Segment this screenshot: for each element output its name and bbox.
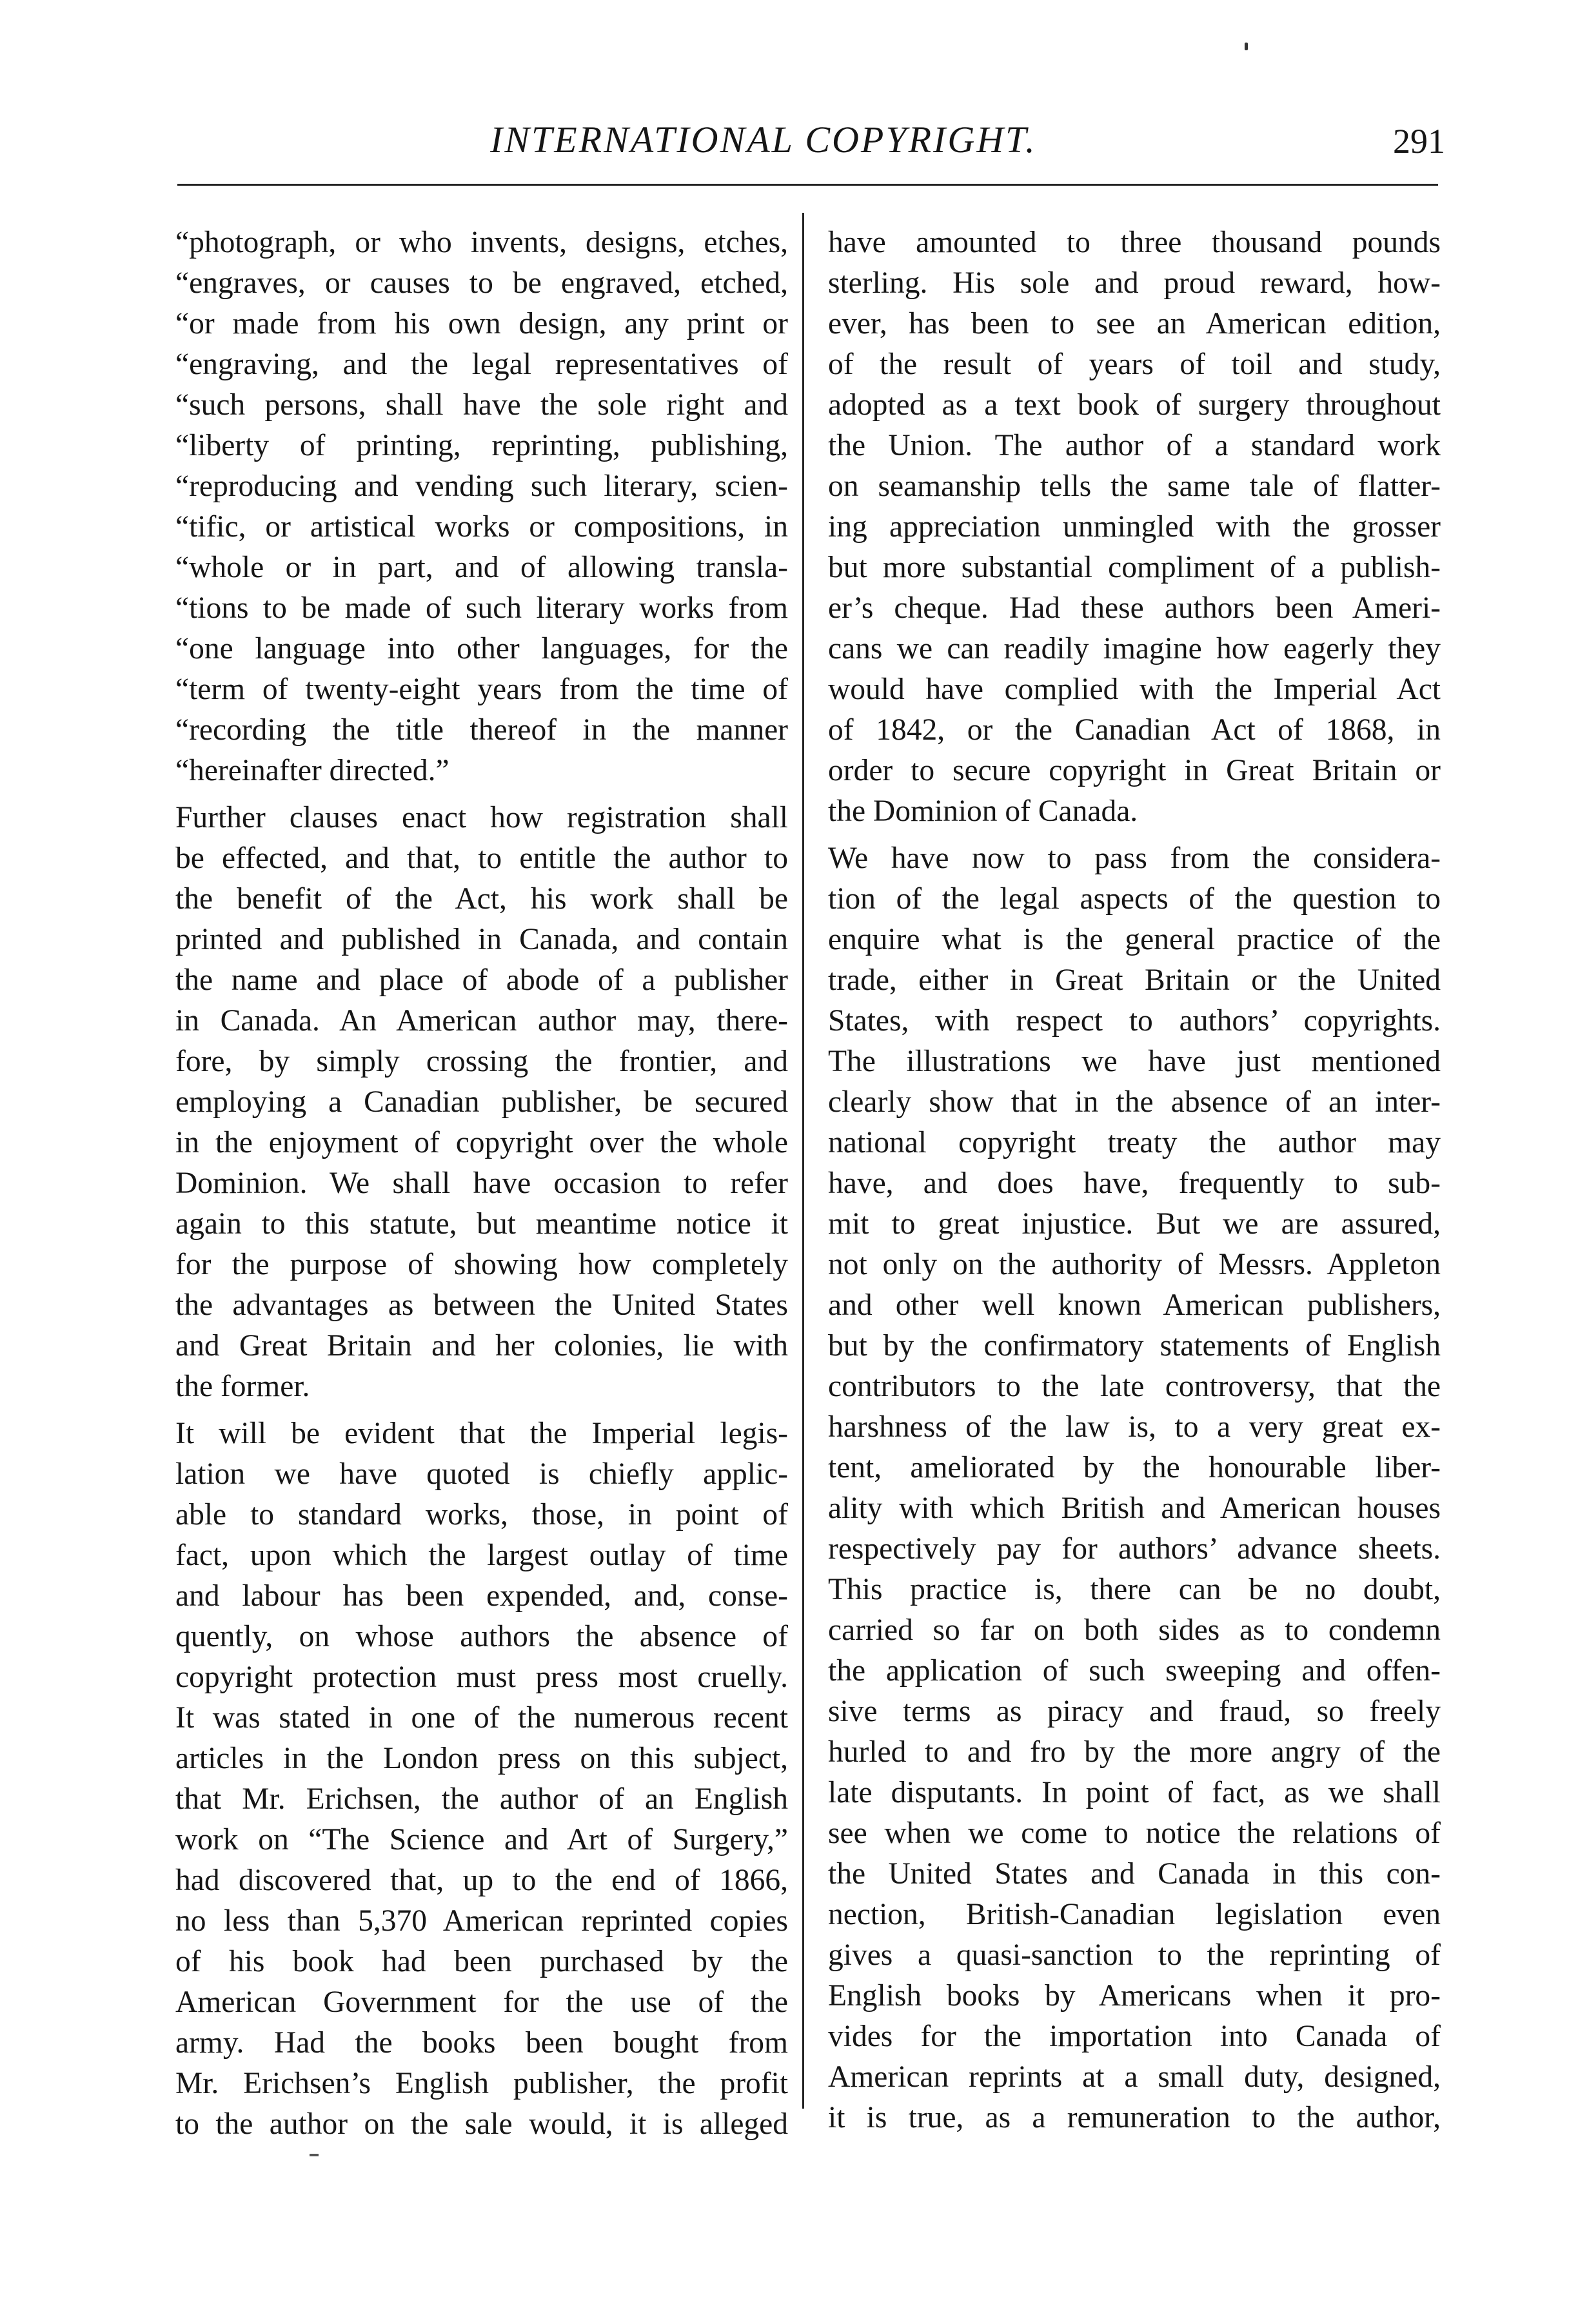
text-line: “engraving, and the legal representatives of <box>175 348 788 381</box>
column-divider <box>802 213 804 2109</box>
paragraph <box>828 838 1441 2138</box>
text-line: respectively pay for authors’ advance sheets. <box>828 1532 1441 1566</box>
text-line: “tific, or artistical works or compositions, in <box>175 510 788 544</box>
left-column <box>175 222 788 2151</box>
text-line: of his book had been purchased by the <box>175 1945 788 1978</box>
text-line: “tions to be made of such literary works from <box>175 591 788 625</box>
paragraph <box>175 798 788 1407</box>
right-column <box>828 222 1441 2145</box>
text-line: in Canada. An American author may, there- <box>175 1004 788 1038</box>
text-line: clearly show that in the absence of an inter- <box>828 1085 1441 1119</box>
text-line: order to secure copyright in Great Britain or <box>828 754 1441 787</box>
text-line: contributors to the late controversy, that the <box>828 1370 1441 1403</box>
text-line: that Mr. Erichsen, the author of an English <box>175 1782 788 1816</box>
text-line: the United States and Canada in this con- <box>828 1857 1441 1891</box>
text-line: adopted as a text book of surgery throughout <box>828 388 1441 422</box>
text-line: er’s cheque. Had these authors been Ameri- <box>828 591 1441 625</box>
text-line: see when we come to notice the relations of <box>828 1817 1441 1850</box>
text-line: had discovered that, up to the end of 1866, <box>175 1864 788 1897</box>
text-line: late disputants. In point of fact, as we shall <box>828 1776 1441 1809</box>
text-line: “such persons, shall have the sole right and <box>175 388 788 422</box>
text-line: “one language into other languages, for the <box>175 632 788 665</box>
text-line: copyright protection must press most cruelly. <box>175 1660 788 1694</box>
text-line: American reprints at a small duty, designed, <box>828 2060 1441 2094</box>
text-line: have amounted to three thousand pounds <box>828 226 1441 259</box>
text-line: on seamanship tells the same tale of flatter- <box>828 469 1441 503</box>
text-line: States, with respect to authors’ copyrights. <box>828 1004 1441 1038</box>
text-line: carried so far on both sides as to condemn <box>828 1613 1441 1647</box>
print-speck <box>310 2154 319 2156</box>
text-line: American Government for the use of the <box>175 1985 788 2019</box>
text-line: employing a Canadian publisher, be secured <box>175 1085 788 1119</box>
text-line: sterling. His sole and proud reward, how- <box>828 266 1441 300</box>
text-line: “recording the title thereof in the manner <box>175 713 788 747</box>
text-line: articles in the London press on this subject, <box>175 1742 788 1775</box>
paragraph <box>175 222 788 791</box>
text-line: have, and does have, frequently to sub- <box>828 1167 1441 1200</box>
text-line: the Union. The author of a standard work <box>828 429 1441 462</box>
text-line: hurled to and fro by the more angry of the <box>828 1735 1441 1769</box>
text-line: ality with which British and American houses <box>828 1492 1441 1525</box>
text-line: the application of such sweeping and offen- <box>828 1654 1441 1688</box>
text-line: the advantages as between the United States <box>175 1288 788 1322</box>
text-line: “whole or in part, and of allowing transla- <box>175 551 788 584</box>
text-line: quently, on whose authors the absence of <box>175 1620 788 1653</box>
text-line: It was stated in one of the numerous recent <box>175 1701 788 1735</box>
text-line: mit to great injustice. But we are assured, <box>828 1207 1441 1241</box>
text-line: sive terms as piracy and fraud, so freely <box>828 1695 1441 1728</box>
text-line: it is true, as a remuneration to the author, <box>828 2101 1441 2134</box>
text-line: and Great Britain and her colonies, lie with <box>175 1329 788 1363</box>
paragraph <box>175 1413 788 2145</box>
text-line: printed and published in Canada, and contain <box>175 923 788 956</box>
text-line: gives a quasi-sanction to the reprinting of <box>828 1938 1441 1972</box>
text-line: not only on the authority of Messrs. Appleton <box>828 1248 1441 1281</box>
text-line: trade, either in Great Britain or the United <box>828 963 1441 997</box>
text-line: the benefit of the Act, his work shall be <box>175 882 788 916</box>
text-line: would have complied with the Imperial Act <box>828 673 1441 706</box>
text-line: fore, by simply crossing the frontier, and <box>175 1045 788 1078</box>
text-line: It will be evident that the Imperial legis- <box>175 1417 788 1450</box>
print-speck <box>1245 43 1248 50</box>
text-line: ing appreciation unmingled with the grosser <box>828 510 1441 544</box>
text-line: the name and place of abode of a publisher <box>175 963 788 997</box>
text-line: of 1842, or the Canadian Act of 1868, in <box>828 713 1441 747</box>
text-line: of the result of years of toil and study, <box>828 348 1441 381</box>
text-line: This practice is, there can be no doubt, <box>828 1573 1441 1606</box>
text-line: “engraves, or causes to be engraved, etched, <box>175 266 788 300</box>
text-line: the Dominion of Canada. <box>828 794 1138 828</box>
text-line: tent, ameliorated by the honourable liber- <box>828 1451 1441 1484</box>
text-line: cans we can readily imagine how eagerly they <box>828 632 1441 665</box>
text-line: vides for the importation into Canada of <box>828 2020 1441 2053</box>
text-line: English books by Americans when it pro- <box>828 1979 1441 2013</box>
text-line: We have now to pass from the considera- <box>828 842 1441 875</box>
text-line: The illustrations we have just mentioned <box>828 1045 1441 1078</box>
text-line: but more substantial compliment of a publish- <box>828 551 1441 584</box>
text-line: in the enjoyment of copyright over the whole <box>175 1126 788 1159</box>
text-line: lation we have quoted is chiefly applic- <box>175 1457 788 1491</box>
text-line: be effected, and that, to entitle the author to <box>175 842 788 875</box>
text-line: again to this statute, but meantime notice it <box>175 1207 788 1241</box>
text-line: fact, upon which the largest outlay of time <box>175 1539 788 1572</box>
text-line: army. Had the books been bought from <box>175 2026 788 2060</box>
text-line: but by the confirmatory statements of English <box>828 1329 1441 1363</box>
text-line: able to standard works, those, in point of <box>175 1498 788 1531</box>
text-line: and other well known American publishers, <box>828 1288 1441 1322</box>
text-line: Dominion. We shall have occasion to refer <box>175 1167 788 1200</box>
text-line: to the author on the sale would, it is alleged <box>175 2107 788 2141</box>
text-line: and labour has been expended, and, conse- <box>175 1579 788 1613</box>
text-line: enquire what is the general practice of the <box>828 923 1441 956</box>
text-line: the former. <box>175 1370 310 1403</box>
text-line: “term of twenty-eight years from the time of <box>175 673 788 706</box>
text-line: “reproducing and vending such literary, scien- <box>175 469 788 503</box>
page-number: 291 <box>1393 122 1445 161</box>
text-line: no less than 5,370 American reprinted copies <box>175 1904 788 1938</box>
text-line: nection, British-Canadian legislation even <box>828 1898 1441 1931</box>
text-line: ever, has been to see an American edition, <box>828 307 1441 340</box>
text-line: national copyright treaty the author may <box>828 1126 1441 1159</box>
text-line: “photograph, or who invents, designs, etches, <box>175 226 788 259</box>
paragraph <box>828 222 1441 832</box>
text-line: tion of the legal aspects of the question to <box>828 882 1441 916</box>
text-line: for the purpose of showing how completely <box>175 1248 788 1281</box>
text-line: Further clauses enact how registration shall <box>175 801 788 834</box>
text-line: “or made from his own design, any print or <box>175 307 788 340</box>
running-header-title: INTERNATIONAL COPYRIGHT. <box>490 119 1037 161</box>
header-rule <box>177 184 1438 186</box>
text-line: harshness of the law is, to a very great ex- <box>828 1410 1441 1444</box>
text-line: “liberty of printing, reprinting, publishing, <box>175 429 788 462</box>
text-line: Mr. Erichsen’s English publisher, the profit <box>175 2067 788 2100</box>
text-line: “hereinafter directed.” <box>175 754 449 787</box>
text-line: work on “The Science and Art of Surgery,” <box>175 1823 788 1856</box>
